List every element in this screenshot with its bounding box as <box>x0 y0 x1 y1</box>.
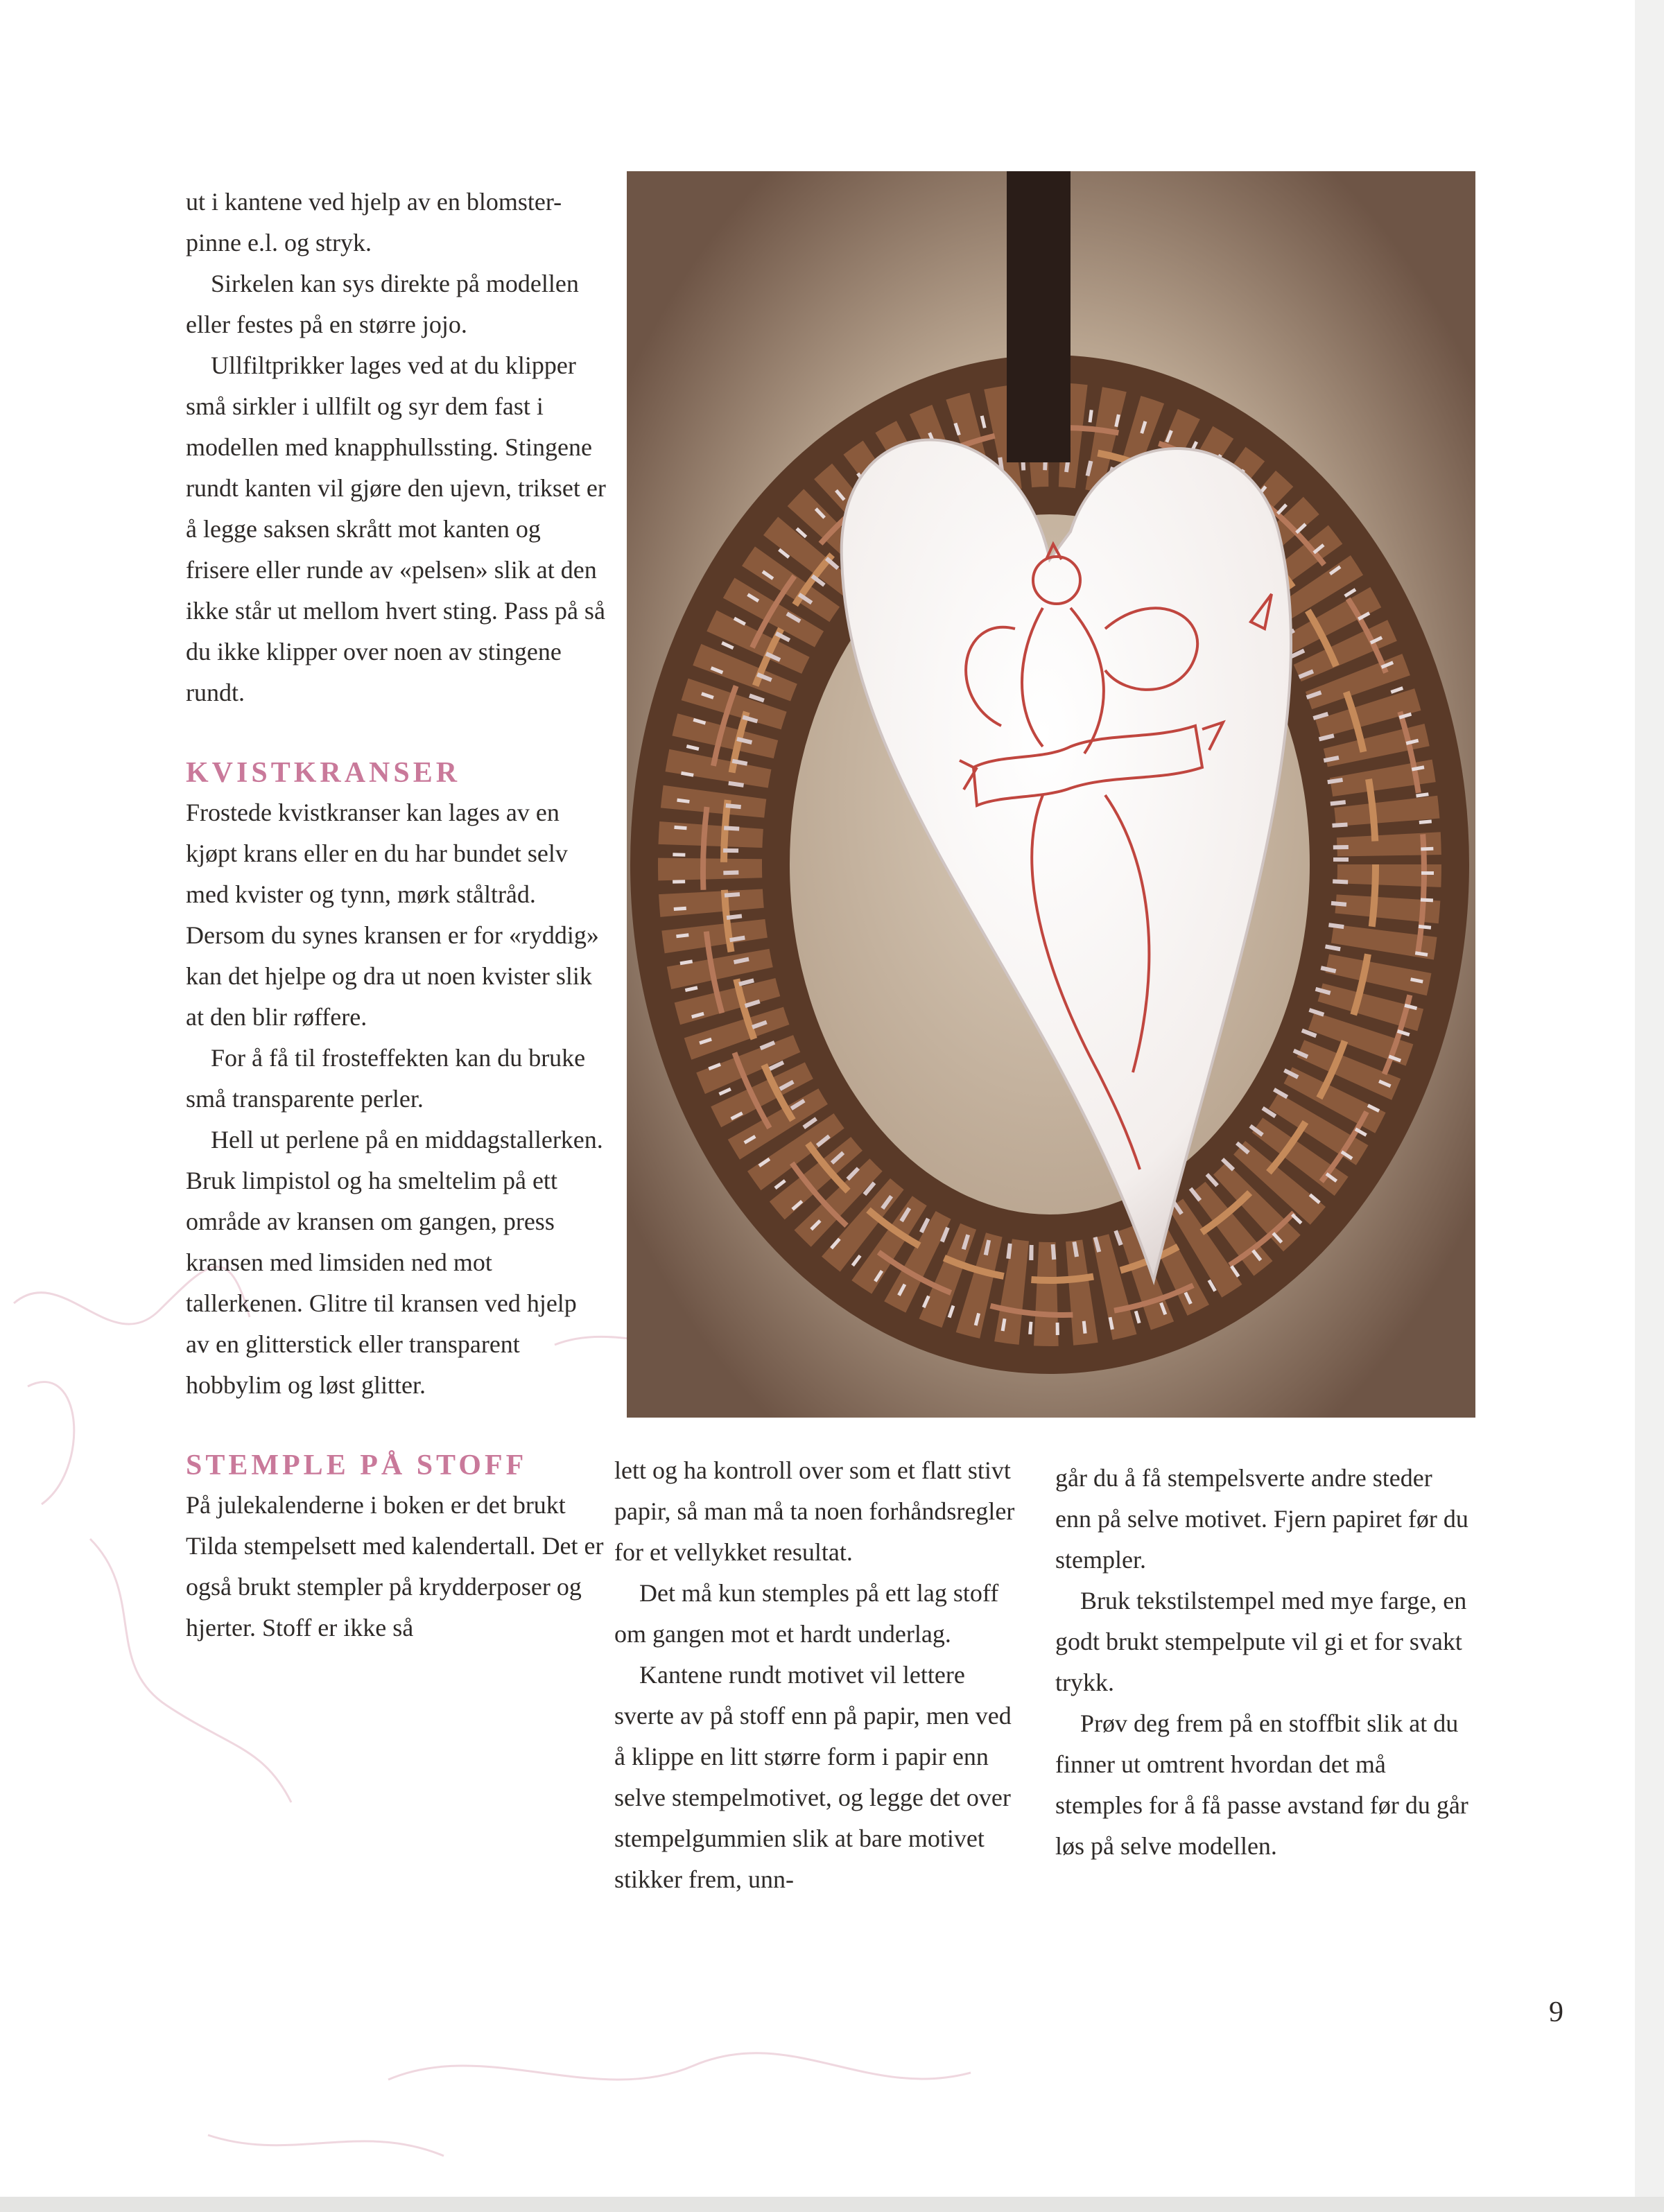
page-number: 9 <box>1549 1996 1563 2028</box>
page-edge-right <box>1635 0 1664 2212</box>
left-text-column <box>186 182 606 1648</box>
paragraph: Bruk tekstilstempel med mye farge, en godt brukt stempelpute vil gi et for svakt trykk. <box>1055 1587 1467 1696</box>
paragraph: Det må kun stemples på ett lag stoff om gangen mot et hardt underlag. <box>614 1579 999 1648</box>
section-heading-stemple-pa-stoff: STEMPLE PÅ STOFF <box>186 1449 528 1481</box>
paragraph: Frostede kvistkranser kan lages av en kjøpt krans eller en du har bundet selv med kvister og tynn, mørk ståltråd. Dersom du synes kransen er for «ryddig» kan det hjelpe og dra ut noen kvister slik at den blir røffere. <box>186 799 599 1031</box>
paragraph: Kantene rundt motivet vil lettere sverte av på stoff enn på papir, men ved å klippe en litt større form i papir enn selve stempelmotivet, og legge det over stempelgummien slik at bare motivet stikker frem, unn- <box>614 1661 1012 1893</box>
paragraph: Prøv deg frem på en stoffbit slik at du finner ut omtrent hvordan det må stemples for å få passe avstand før du går løs på selve modellen. <box>1055 1709 1468 1860</box>
paragraph: Sirkelen kan sys direkte på modellen eller festes på en større jojo. <box>186 270 579 338</box>
paragraph: ut i kantene ved hjelp av en blomster-pinne e.l. og stryk. <box>186 188 562 256</box>
paragraph: På julekalenderne i boken er det brukt Tilda stempelsett med kalendertall. Det er også brukt stempler på krydderposer og hjerter. Stoff er ikke så <box>186 1491 604 1641</box>
middle-text-column <box>614 1450 1019 1900</box>
paragraph: lett og ha kontroll over som et flatt stivt papir, så man må ta noen forhåndsregler for et vellykket resultat. <box>614 1456 1015 1566</box>
page-edge-bottom <box>0 2197 1664 2212</box>
paragraph: Hell ut perlene på en middagstallerken. Bruk limpistol og ha smeltelim på ett område av kransen om gangen, press kransen med limsiden ned mot tallerkenen. Glitre til kransen ved hjelp av en glitterstick eller transparent hobbylim og løst glitter. <box>186 1126 603 1399</box>
section-heading-kvistkranser: KVISTKRANSER <box>186 757 461 789</box>
photo-heart-on-wreath <box>627 171 1475 1418</box>
paragraph: Ullfiltprikker lages ved at du klipper små sirkler i ullfilt og syr dem fast i modellen med knapphullssting. Stingene rundt kanten vil gjøre den ujevn, trikset er å legge saksen skrått mot kanten og frisere eller runde av «pelsen» slik at den ikke står ut mellom hvert sting. Pass på så du ikke klipper over noen av stingene rundt. <box>186 351 606 706</box>
paragraph: For å få til frosteffekten kan du bruke små transparente perler. <box>186 1044 586 1113</box>
right-text-column <box>1055 1458 1471 1867</box>
paragraph: går du å få stempelsverte andre steder enn på selve motivet. Fjern papiret før du stempler. <box>1055 1464 1468 1574</box>
